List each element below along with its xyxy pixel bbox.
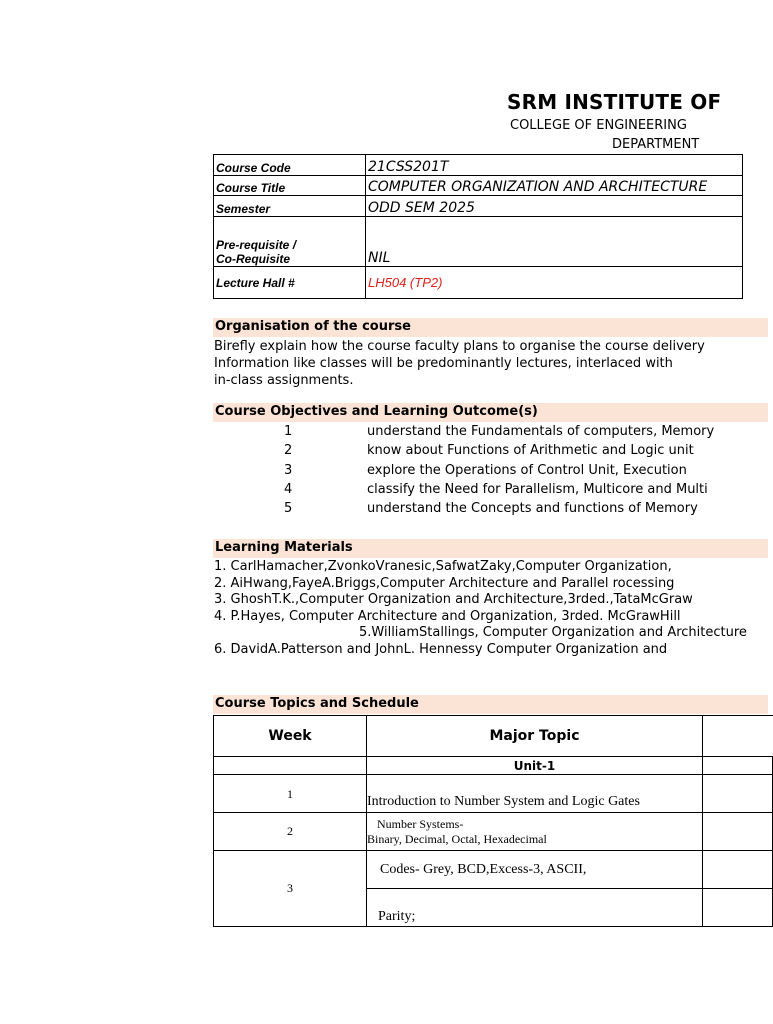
objective-text: understand the Fundamentals of computers, Memory <box>367 424 715 439</box>
objectives-band-overflow <box>699 403 768 422</box>
schedule-heading: Course Topics and Schedule <box>215 696 419 711</box>
objective-num: 1 <box>284 424 293 439</box>
prerequisite-value: NIL <box>366 217 743 267</box>
prerequisite-label-line2: Co-Requisite <box>216 252 291 266</box>
organisation-line-2: Information like classes will be predominantly lectures, interlaced with <box>214 356 673 371</box>
semester-label: Semester <box>214 196 366 217</box>
materials-header <box>213 539 768 558</box>
unit-label: Unit-1 <box>367 757 703 775</box>
topic-line: Binary, Decimal, Octal, Hexadecimal <box>367 831 547 846</box>
materials-band-overflow <box>699 539 768 558</box>
prerequisite-label-line1: Pre-requisite / <box>216 238 297 252</box>
lecture-hall-label: Lecture Hall # <box>214 267 366 299</box>
extra-cell <box>703 889 773 927</box>
prerequisite-label <box>214 217 366 267</box>
course-code-row <box>214 155 743 176</box>
material-item: 5.WilliamStallings, Computer Organization and Architecture <box>359 625 747 640</box>
course-title-row <box>214 176 743 196</box>
objective-text: explore the Operations of Control Unit, Execution <box>367 463 687 478</box>
prerequisite-row <box>214 217 743 267</box>
schedule-header <box>213 695 768 714</box>
organisation-band-overflow <box>699 318 768 337</box>
organisation-line-3: in-class assignments. <box>214 373 354 388</box>
lecture-hall-row <box>214 267 743 299</box>
table-row <box>214 813 773 851</box>
topic-cell: Parity; <box>367 889 703 927</box>
objective-text: know about Functions of Arithmetic and Logic unit <box>367 443 694 458</box>
course-code-value: 21CSS201T <box>366 155 743 176</box>
college-name: COLLEGE OF ENGINEERING <box>510 118 687 133</box>
extra-column-header <box>703 716 773 757</box>
unit-row <box>214 757 773 775</box>
objective-text: classify the Need for Parallelism, Multicore and Multi <box>367 482 708 497</box>
organisation-heading: Organisation of the course <box>215 319 411 334</box>
course-title-label: Course Title <box>214 176 366 196</box>
topic-cell: Codes- Grey, BCD,Excess-3, ASCII, <box>367 851 703 889</box>
course-code-label: Course Code <box>214 155 366 176</box>
objective-num: 5 <box>284 501 293 516</box>
material-item: 6. DavidA.Patterson and JohnL. Hennessy Computer Organization and <box>214 642 668 657</box>
objectives-header <box>213 403 768 422</box>
semester-row <box>214 196 743 217</box>
material-item: 1. CarlHamacher,ZvonkoVranesic,SafwatZaky,Computer Organization, <box>214 559 672 574</box>
topic-cell: Introduction to Number System and Logic Gates <box>367 775 703 813</box>
semester-value: ODD SEM 2025 <box>366 196 743 217</box>
material-item: 2. AiHwang,FayeA.Briggs,Computer Architecture and Parallel rocessing <box>214 576 675 591</box>
material-item: 3. GhoshT.K.,Computer Organization and Architecture,3rded.,TataMcGraw <box>214 592 693 607</box>
institute-title: SRM INSTITUTE OF <box>507 90 722 114</box>
extra-cell <box>703 851 773 889</box>
week-cell: 1 <box>214 775 367 813</box>
objectives-heading: Course Objectives and Learning Outcome(s) <box>215 404 538 419</box>
table-row <box>214 851 773 889</box>
topic-cell <box>367 813 703 851</box>
week-cell: 2 <box>214 813 367 851</box>
week-column-header: Week <box>214 716 367 757</box>
unit-week-cell <box>214 757 367 775</box>
schedule-table <box>213 715 773 927</box>
material-item: 4. P.Hayes, Computer Architecture and Organization, 3rded. McGrawHill <box>214 609 681 624</box>
extra-cell <box>703 775 773 813</box>
objective-text: understand the Concepts and functions of Memory <box>367 501 698 516</box>
organisation-header <box>213 318 768 337</box>
topic-line: Number Systems- <box>377 816 464 831</box>
extra-cell <box>703 813 773 851</box>
lecture-hall-value: LH504 (TP2) <box>366 267 743 299</box>
unit-extra-cell <box>703 757 773 775</box>
table-row <box>214 775 773 813</box>
objective-num: 3 <box>284 463 293 478</box>
organisation-line-1: Birefly explain how the course faculty plans to organise the course delivery <box>214 339 705 354</box>
schedule-header-row <box>214 716 773 757</box>
week-cell: 3 <box>214 851 367 927</box>
course-title-value: COMPUTER ORGANIZATION AND ARCHITECTURE <box>366 176 743 196</box>
topic-column-header: Major Topic <box>367 716 703 757</box>
objective-num: 2 <box>284 443 293 458</box>
course-info-table <box>213 154 743 299</box>
objective-num: 4 <box>284 482 293 497</box>
department-name: DEPARTMENT <box>612 137 700 152</box>
materials-heading: Learning Materials <box>215 540 353 555</box>
